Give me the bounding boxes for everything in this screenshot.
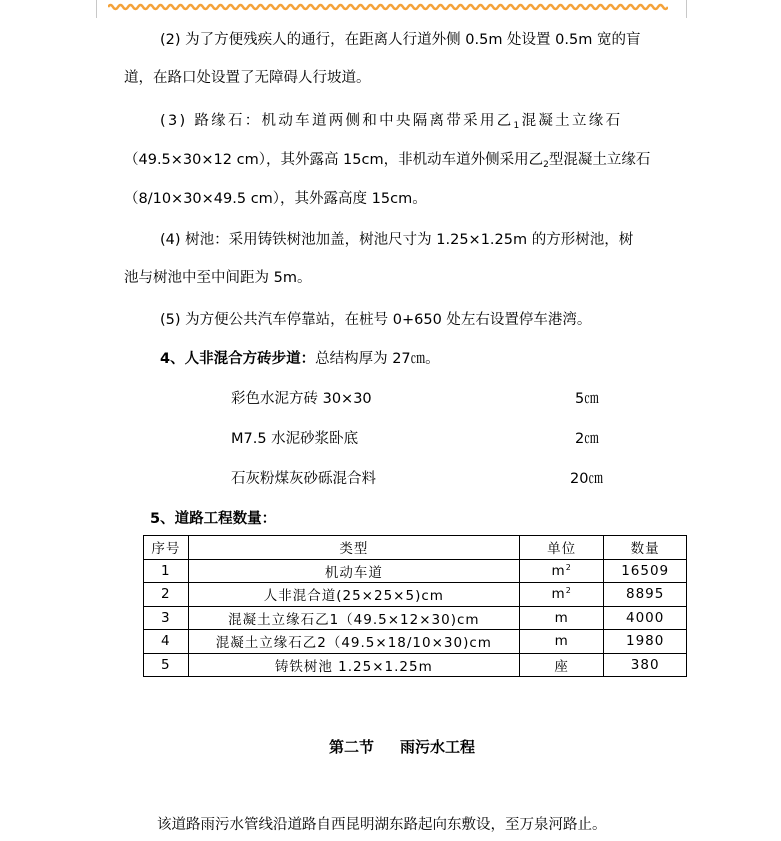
cell-type: 混凝土立缘石乙2（49.5×18/10×30)cm [188,630,519,654]
header-unit: 单位 [519,536,603,560]
material-1-name: 彩色水泥方砖 30×30 [231,391,372,407]
cell-unit [519,630,603,654]
cell-no: 2 [144,583,189,607]
material-1-thickness: 5㎝ [575,391,599,407]
material-2-name: M7.5 水泥砂浆卧底 [231,431,359,447]
paragraph-3-line-1-text: (3) 路缘石：机动车道两侧和中央隔离带采用乙 [160,113,514,129]
table-row [144,630,687,654]
cell-unit [519,653,603,677]
table-row [144,583,687,607]
cell-type: 人非混合道(25×25×5)cm [188,583,519,607]
unit-superscript: 2 [565,586,572,596]
material-3-thickness: 20㎝ [570,471,603,487]
unit-base: m [554,633,569,650]
cell-qty: 16509 [604,559,687,583]
paragraph-3-line-1-text-end: 混凝土立缘石 [521,113,623,129]
paragraph-3-line-3: （8/10×30×49.5 cm），其外露高度 15cm。 [124,191,427,207]
paragraph-3-line-2-text-end: 型混凝土立缘石 [548,152,651,168]
unit-base: m [554,609,569,626]
table-header-row [144,536,687,560]
section-5-heading: 5、道路工程数量： [150,511,277,527]
closing-paragraph: 该道路雨污水管线沿道路自西昆明湖东路起向东敷设，至万泉河路止。 [157,817,607,833]
cell-qty: 380 [604,653,687,677]
unit-base: m [551,562,566,579]
page-edge-right [686,0,687,18]
cell-type: 混凝土立缘石乙1（49.5×12×30)cm [188,606,519,630]
paragraph-2-line-2: 道，在路口处设置了无障碍人行坡道。 [124,70,371,86]
cell-unit [519,583,603,607]
cell-no: 1 [144,559,189,583]
cell-type: 铸铁树池 1.25×1.25m [188,653,519,677]
header-qty: 数量 [604,536,687,560]
road-quantity-table [143,535,687,677]
subscript-1: 1 [513,121,522,131]
section-4-text: 总结构厚为 27㎝。 [315,351,440,367]
cell-no: 3 [144,606,189,630]
cell-type: 机动车道 [188,559,519,583]
cell-unit [519,606,603,630]
table-row [144,653,687,677]
page-edge-left [96,0,97,18]
material-3-name: 石灰粉煤灰砂砾混合料 [231,471,376,487]
paragraph-4-line-2: 池与树池中至中间距为 5m。 [124,270,312,286]
paragraph-2-line-1: (2) 为了方便残疾人的通行，在距离人行道外侧 0.5m 处设置 0.5m 宽的盲 [160,32,641,48]
paragraph-3-line-2 [124,150,650,175]
cell-qty: 8895 [604,583,687,607]
cell-no: 4 [144,630,189,654]
paragraph-3-line-2-text: （49.5×30×12 cm），其外露高 15cm，非机动车道外侧采用乙 [124,152,544,168]
spellcheck-wavy-line [108,2,668,12]
table-row [144,559,687,583]
paragraph-5-line-1: (5) 为方便公共汽车停靠站，在桩号 0+650 处左右设置停车港湾。 [160,312,592,328]
header-type: 类型 [188,536,519,560]
cell-no: 5 [144,653,189,677]
paragraph-3-line-1 [160,111,622,136]
cell-unit [519,559,603,583]
subscript-2: 2 [543,160,549,170]
unit-superscript: 2 [565,562,572,572]
section-4-heading: 4、人非混合方砖步道： [160,351,316,367]
section-4-heading-line [160,349,440,369]
table-row [144,606,687,630]
section-heading-title: 雨污水工程 [400,738,476,756]
paragraph-4-line-1: (4) 树池：采用铸铁树池加盖，树池尺寸为 1.25×1.25m 的方形树池，树 [160,232,634,248]
header-no: 序号 [144,536,189,560]
cell-qty: 1980 [604,630,687,654]
section-heading-number: 第二节 [329,738,375,756]
material-2-thickness: 2㎝ [575,431,599,447]
cell-qty: 4000 [604,606,687,630]
unit-base: 座 [554,658,569,675]
unit-base: m [551,586,566,603]
